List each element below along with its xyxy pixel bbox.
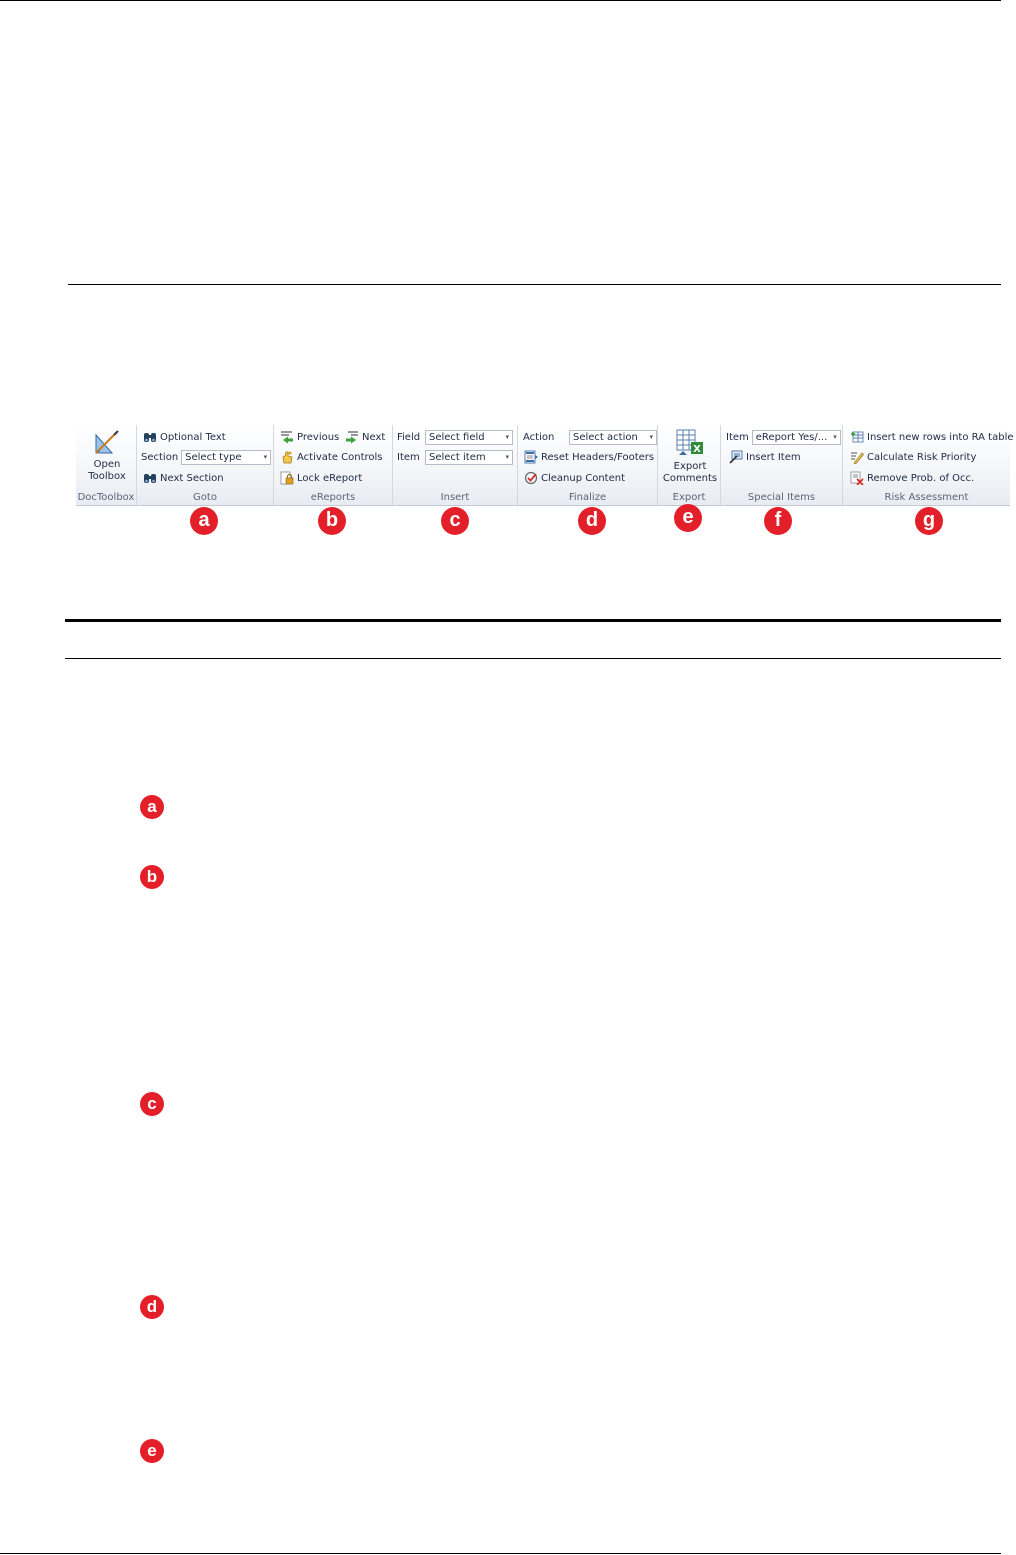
group-risk-assessment <box>843 425 1014 505</box>
calculate-risk-priority-button[interactable] <box>850 449 976 465</box>
next-label: Next <box>362 431 386 443</box>
lock-document-icon <box>280 471 294 485</box>
chevron-down-icon: ▾ <box>505 433 509 441</box>
toolbox-ruler-icon <box>92 429 122 455</box>
chevron-down-icon: ▾ <box>263 453 268 461</box>
remove-red-x-icon <box>850 471 864 485</box>
lock-ereport-button[interactable] <box>280 470 362 486</box>
callout-marker-b: b <box>318 507 346 535</box>
calculate-pencil-icon <box>850 450 864 464</box>
next-section-label: Next Section <box>160 472 224 484</box>
callout-marker-g: g <box>915 507 943 535</box>
field-row <box>397 429 513 445</box>
action-label: Action <box>523 431 555 443</box>
callout-marker-e: e <box>674 504 702 532</box>
table-top-rule <box>65 619 1001 622</box>
export-comments-button[interactable] <box>660 429 720 485</box>
callout-marker-c: c <box>441 507 469 535</box>
table-header-rule <box>65 658 1001 659</box>
hand-pointer-icon <box>280 450 294 464</box>
field-select-value: Select field <box>429 431 485 443</box>
section-row <box>141 449 271 465</box>
group-finalize <box>518 425 658 505</box>
cleanup-content-button[interactable] <box>524 470 625 486</box>
special-item-select[interactable] <box>752 430 841 445</box>
top-rule <box>0 0 1001 1</box>
special-item-select-value: eReport Yes/... <box>755 431 828 443</box>
remove-prob-button[interactable] <box>850 470 974 486</box>
section-rule <box>68 284 1001 285</box>
callout-marker-d: d <box>578 507 606 535</box>
binoculars-icon <box>143 471 157 485</box>
svg-text:X: X <box>693 444 701 455</box>
group-label-finalize: Finalize <box>568 492 607 503</box>
group-label-export: Export <box>672 492 706 503</box>
chevron-down-icon: ▾ <box>649 433 653 441</box>
optional-text-label: Optional Text <box>160 431 226 443</box>
export-excel-icon <box>675 429 705 457</box>
group-label-special-items: Special Items <box>747 492 816 503</box>
group-ereports <box>274 425 393 505</box>
action-select-value: Select action <box>573 431 638 443</box>
action-select[interactable] <box>569 430 657 445</box>
activate-controls-button[interactable] <box>280 449 383 465</box>
reset-headers-footers-button[interactable] <box>524 449 654 465</box>
insert-item-label: Insert Item <box>746 451 801 463</box>
activate-controls-label: Activate Controls <box>297 451 383 463</box>
insert-rows-icon <box>850 430 864 444</box>
field-select[interactable] <box>425 430 513 445</box>
chevron-down-icon: ▾ <box>505 453 509 461</box>
export-comments-label-line1: Export <box>673 461 707 472</box>
insert-item-button[interactable] <box>729 449 801 465</box>
open-toolbox-label-line2: Toolbox <box>88 471 126 482</box>
remove-prob-label: Remove Prob. of Occ. <box>867 472 975 484</box>
item-row <box>397 449 513 465</box>
section-label: Section <box>141 451 179 463</box>
group-doctoolbox <box>76 425 137 505</box>
ribbon-toolbar <box>76 425 1014 506</box>
insert-item-icon <box>729 450 743 464</box>
next-section-button[interactable] <box>143 470 224 486</box>
previous-label: Previous <box>297 431 340 443</box>
legend-marker-d: d <box>140 1295 164 1319</box>
group-insert <box>393 425 518 505</box>
group-goto <box>137 425 274 505</box>
legend-marker-e: e <box>140 1439 164 1463</box>
reset-headers-footers-label: Reset Headers/Footers <box>541 451 655 463</box>
optional-text-button[interactable] <box>143 429 226 445</box>
item-select[interactable] <box>425 450 513 465</box>
section-select-value: Select type <box>185 451 242 463</box>
item-label: Item <box>397 451 420 463</box>
item-select-value: Select item <box>429 451 486 463</box>
binoculars-icon <box>143 430 157 444</box>
section-select[interactable] <box>181 450 271 465</box>
open-toolbox-button[interactable] <box>80 429 134 483</box>
open-toolbox-label-line1: Open <box>93 459 121 470</box>
group-label-goto: Goto <box>193 492 217 503</box>
legend-marker-b: b <box>140 865 164 889</box>
cleanup-content-label: Cleanup Content <box>541 472 626 484</box>
next-arrow-icon <box>345 430 359 444</box>
chevron-down-icon: ▾ <box>833 433 837 441</box>
group-label-doctoolbox: DocToolbox <box>77 492 135 503</box>
group-label-ereports: eReports <box>310 492 356 503</box>
calculate-risk-priority-label: Calculate Risk Priority <box>867 451 977 463</box>
previous-arrow-icon <box>280 430 294 444</box>
group-special-items <box>721 425 843 505</box>
previous-button[interactable] <box>280 429 339 445</box>
action-row <box>523 429 657 445</box>
insert-rows-label: Insert new rows into RA table <box>867 431 1014 443</box>
group-export <box>658 425 721 505</box>
header-footer-icon <box>524 450 538 464</box>
legend-marker-a: a <box>140 795 164 819</box>
group-label-insert: Insert <box>440 492 470 503</box>
special-item-label: Item <box>726 431 749 443</box>
insert-rows-button[interactable] <box>850 429 1014 445</box>
special-item-row <box>726 429 841 445</box>
bottom-rule <box>0 1553 1001 1554</box>
cleanup-check-icon <box>524 471 538 485</box>
export-comments-label-line2: Comments <box>662 473 718 484</box>
field-label: Field <box>397 431 421 443</box>
callout-marker-f: f <box>764 507 792 535</box>
lock-ereport-label: Lock eReport <box>297 472 363 484</box>
legend-marker-c: c <box>140 1092 164 1116</box>
group-label-risk-assessment: Risk Assessment <box>884 492 969 503</box>
callout-marker-a: a <box>190 507 218 535</box>
next-button[interactable] <box>345 429 385 445</box>
